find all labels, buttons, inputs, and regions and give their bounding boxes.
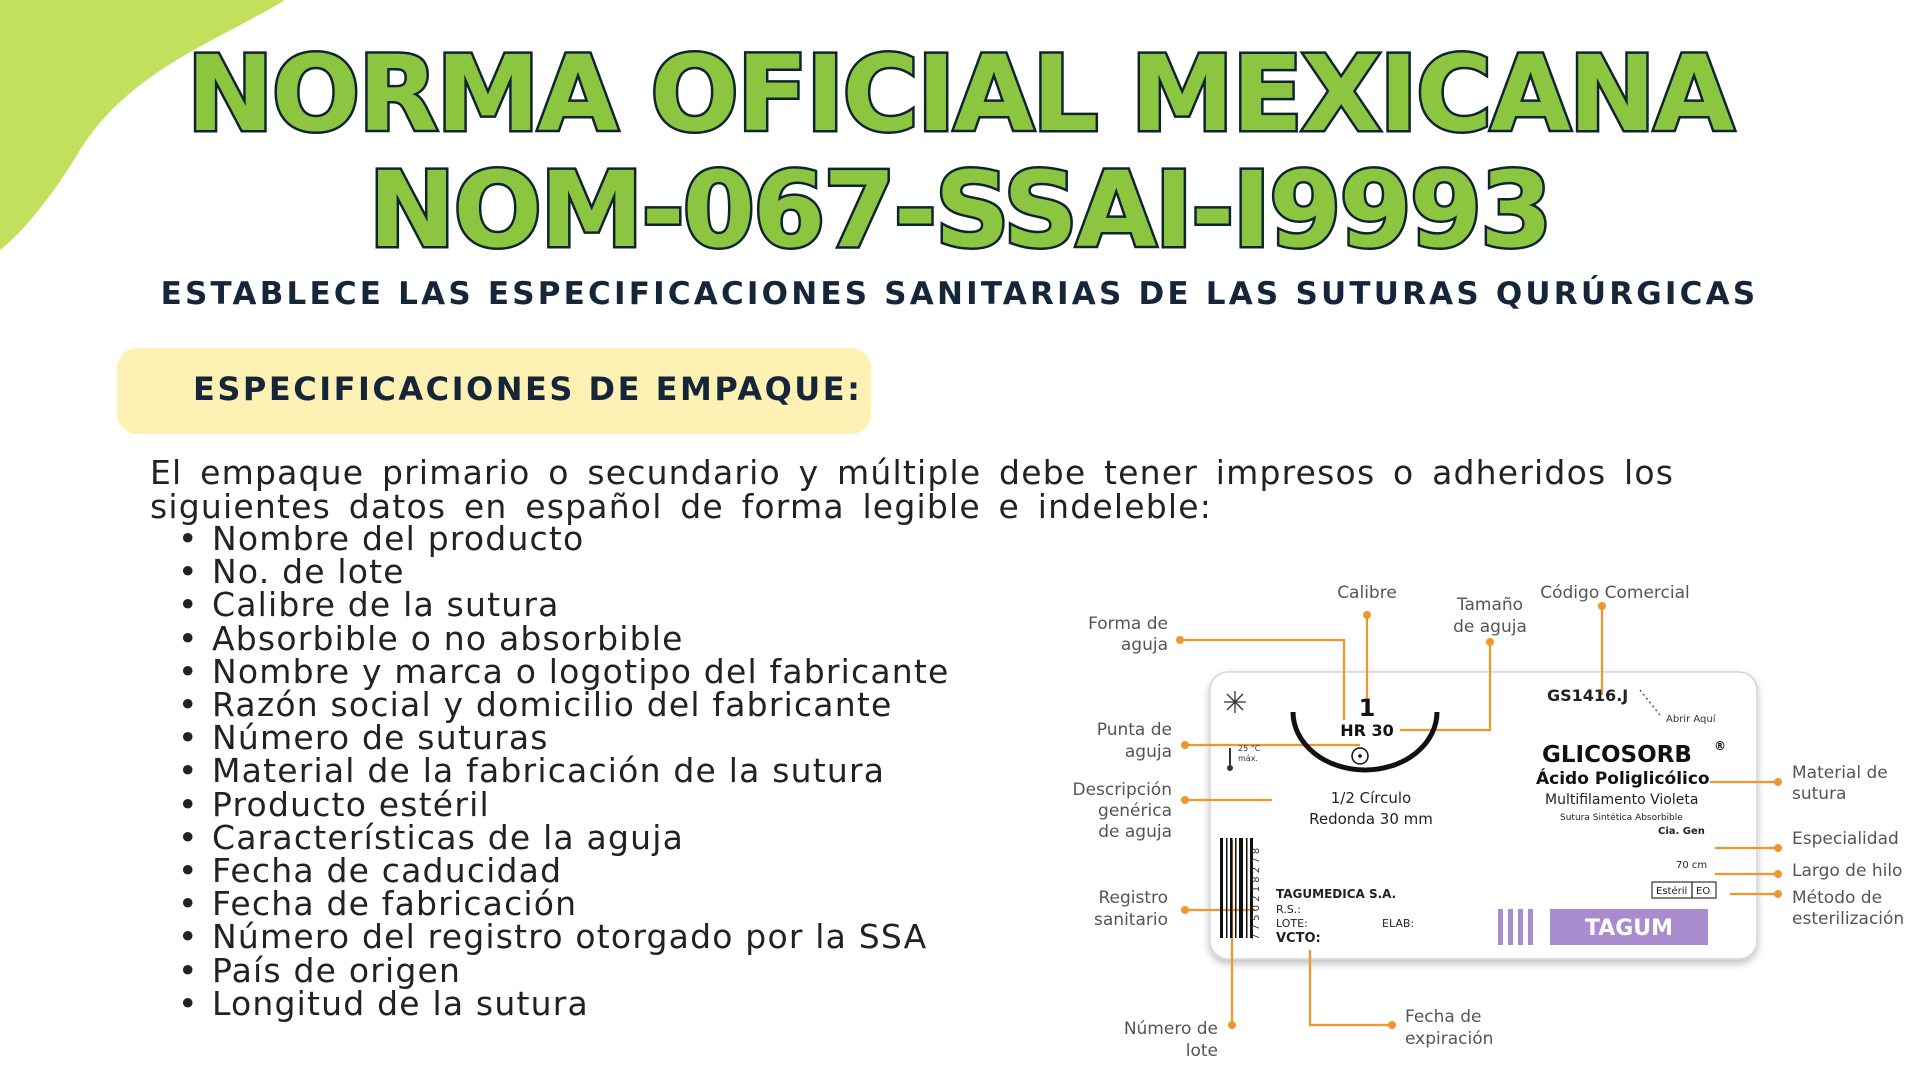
- list-item: • Longitud de la sutura: [178, 987, 950, 1020]
- label-fecha-expiracion: Fecha de: [1405, 1007, 1482, 1027]
- label-codigo: Código Comercial: [1540, 583, 1690, 603]
- list-item: • Número de suturas: [178, 721, 950, 754]
- package-size: 1: [1358, 694, 1376, 722]
- label-descripcion: de aguja: [1098, 822, 1172, 842]
- page-title-line2: NOM-067-SSAI-I9993: [368, 149, 1551, 271]
- intro-line: siguientes datos en español de forma legible e indeleble:: [150, 487, 1213, 526]
- suture-material: Ácido Poliglicólico: [1536, 769, 1710, 789]
- list-item: • Producto estéril: [178, 788, 950, 821]
- label-metodo: Método de: [1792, 888, 1883, 908]
- brand-name: GLICOSORB: [1542, 742, 1692, 768]
- suture-package-diagram: [1060, 570, 1919, 1070]
- label-descripcion: genérica: [1098, 801, 1172, 821]
- needle-code: HR 30: [1340, 721, 1394, 740]
- list-item: • Nombre y marca o logotipo del fabricante: [178, 655, 950, 688]
- label-especialidad: Especialidad: [1792, 829, 1899, 849]
- label-fecha-expiracion: expiración: [1405, 1029, 1494, 1049]
- label-numero-lote: lote: [1185, 1041, 1218, 1061]
- intro-paragraph: [150, 453, 1700, 526]
- svg-text:25 °C: 25 °C: [1238, 744, 1261, 753]
- package-rs: R.S.:: [1276, 903, 1301, 916]
- open-here: Abrir Aquí: [1666, 714, 1716, 725]
- page-subtitle: ESTABLECE LAS ESPECIFICACIONES SANITARIAS DE LAS SUTURAS QURÚRGICAS: [160, 276, 1759, 312]
- label-forma: aguja: [1120, 635, 1168, 655]
- package-vcto: VCTO:: [1276, 931, 1321, 946]
- package-lote: LOTE:: [1276, 917, 1308, 930]
- svg-text:máx.: máx.: [1238, 754, 1258, 763]
- section-heading-pill: [117, 348, 871, 434]
- label-forma: Forma de: [1088, 614, 1168, 634]
- label-punta: Punta de: [1096, 720, 1172, 740]
- suture-type: Multifilamento Violeta: [1545, 792, 1699, 808]
- barcode-number: 7 7 5 0 2 1 8 2 7 8: [1251, 847, 1262, 940]
- sterile-symbol-icon: [1224, 691, 1246, 713]
- list-item: • Material de la fabricación de la sutura: [178, 754, 950, 787]
- label-tamano: Tamaño: [1456, 595, 1524, 615]
- list-item: • Características de la aguja: [178, 821, 950, 854]
- company-name: TAGUMEDICA S.A.: [1276, 887, 1397, 901]
- suture-length: 70 cm: [1676, 860, 1708, 871]
- svg-text:Estéril: Estéril: [1656, 886, 1688, 897]
- list-item: • No. de lote: [178, 555, 950, 588]
- label-numero-lote: Número de: [1123, 1019, 1218, 1039]
- commercial-code: GS1416.J: [1547, 686, 1629, 705]
- requirements-list: [178, 519, 950, 1023]
- list-item: • Nombre del producto: [178, 522, 950, 555]
- label-tamano: de aguja: [1453, 617, 1527, 637]
- label-punta: aguja: [1124, 742, 1172, 762]
- package-elab: ELAB:: [1382, 917, 1415, 930]
- svg-text:EO: EO: [1696, 886, 1711, 897]
- needle-description: Redonda 30 mm: [1309, 810, 1433, 828]
- label-metodo: esterilización: [1792, 909, 1905, 929]
- label-registro: sanitario: [1094, 910, 1168, 930]
- list-item: • Número del registro otorgado por la SSA: [178, 920, 950, 953]
- list-item: • País de origen: [178, 954, 950, 987]
- suture-specialty: Cia. Gen: [1658, 826, 1705, 837]
- needle-circle: 1/2 Círculo: [1330, 789, 1412, 807]
- brand-registered: ®: [1714, 739, 1726, 753]
- intro-line: El empaque primario o secundario y múltiple debe tener impresos o adheridos los: [150, 453, 1675, 492]
- list-item: • Fecha de caducidad: [178, 854, 950, 887]
- section-heading: ESPECIFICACIONES DE EMPAQUE:: [193, 370, 863, 408]
- label-material: Material de: [1792, 763, 1888, 783]
- label-calibre: Calibre: [1337, 583, 1397, 603]
- list-item: • Calibre de la sutura: [178, 588, 950, 621]
- list-item: • Absorbible o no absorbible: [178, 622, 950, 655]
- label-descripcion: Descripción: [1072, 780, 1172, 800]
- list-item: • Razón social y domicilio del fabricante: [178, 688, 950, 721]
- label-registro: Registro: [1098, 888, 1168, 908]
- tagum-logo: TAGUM: [1584, 916, 1674, 941]
- label-material: sutura: [1792, 784, 1847, 804]
- suture-synthetic: Sutura Sintética Absorbible: [1560, 813, 1683, 823]
- label-largo: Largo de hilo: [1792, 861, 1903, 881]
- page-title-line1: NORMA OFICIAL MEXICANA: [186, 33, 1733, 155]
- list-item: • Fecha de fabricación: [178, 887, 950, 920]
